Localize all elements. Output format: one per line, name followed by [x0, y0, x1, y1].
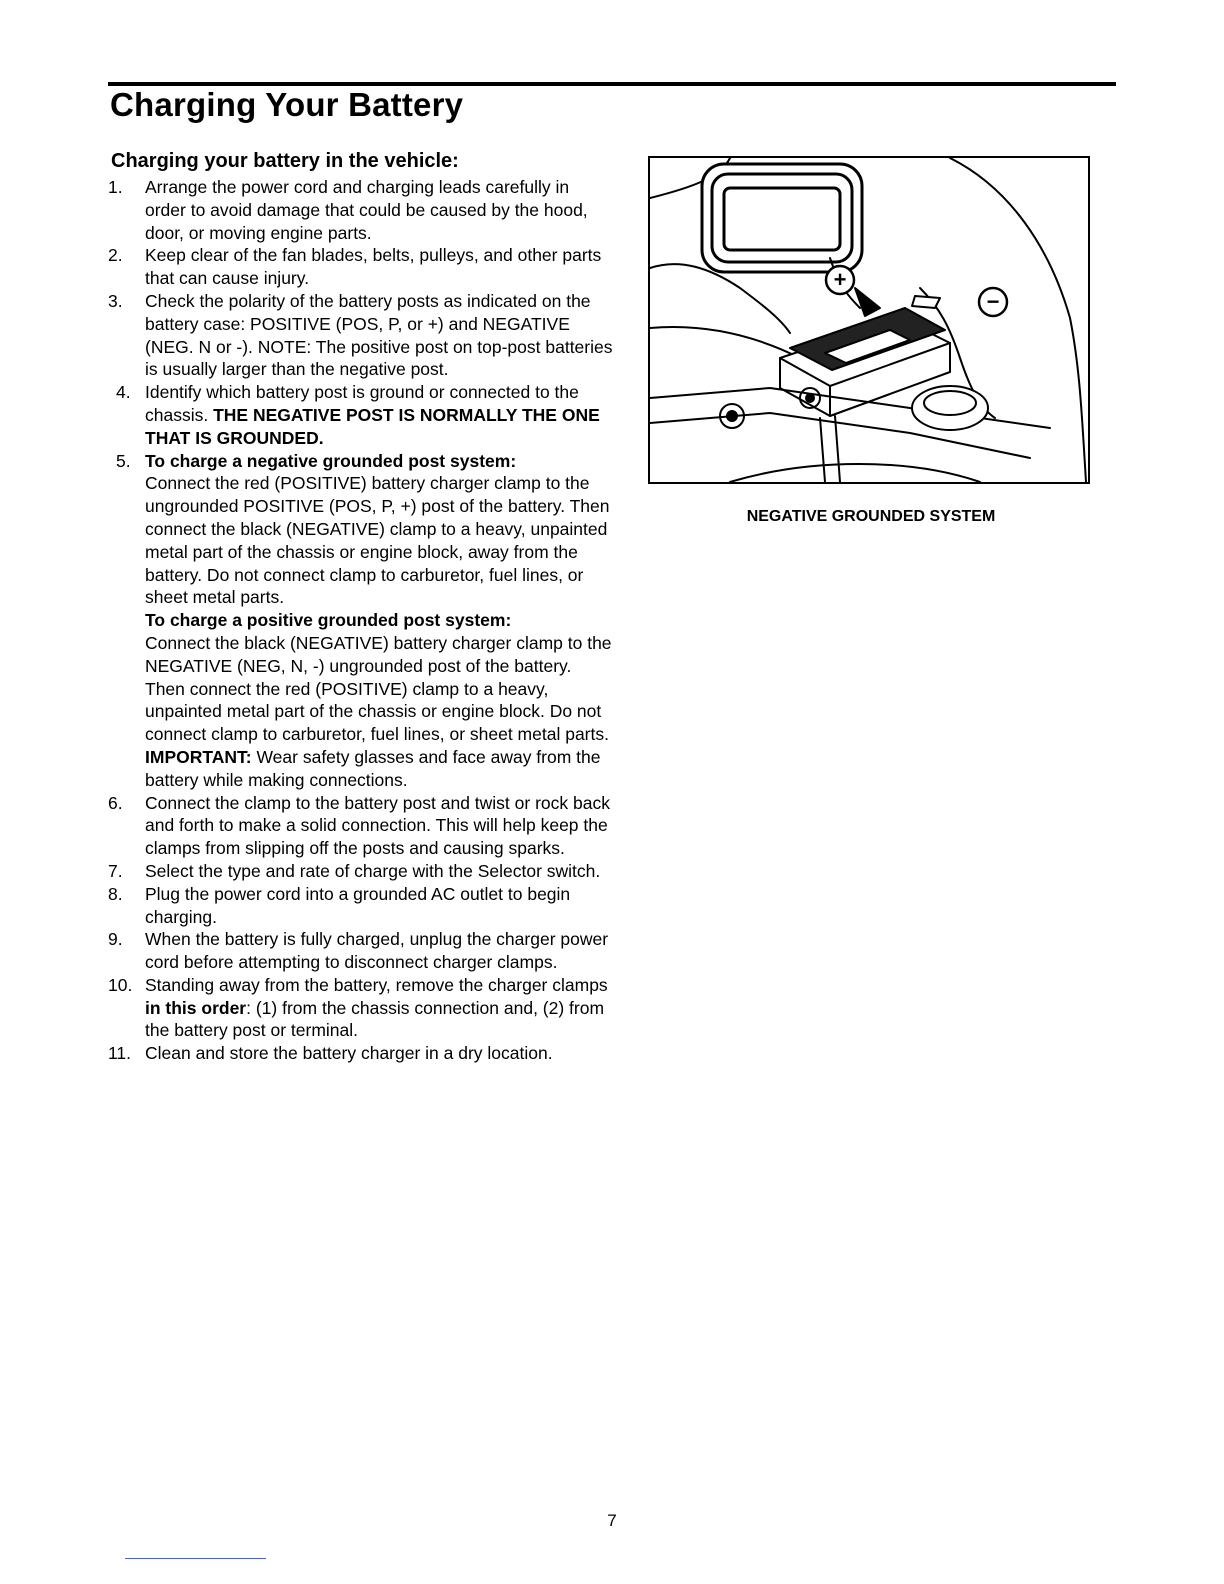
step-text: Arrange the power cord and charging leads carefully in order to avoid damage that could be caused by the hood, door, or moving engine parts.: [145, 177, 588, 243]
step-bold-text: in this order: [145, 997, 247, 1018]
negative-clamp: [912, 296, 940, 308]
step-text-after: : (1) from the chassis connection and, (2) from the battery post or terminal.: [145, 997, 605, 1041]
step-1: [108, 176, 613, 244]
step-7: [108, 860, 613, 883]
step-bold-text: THE NEGATIVE POST IS NORMALLY THE ONE THAT IS GROUNDED.: [145, 404, 600, 448]
step-9: [108, 928, 613, 974]
charger-unit: [702, 164, 862, 272]
step-8: [108, 883, 613, 929]
step-text: Clean and store the battery charger in a dry location.: [145, 1043, 553, 1064]
step-6: [108, 792, 613, 860]
positive-ground-text: Connect the black (NEGATIVE) battery charger clamp to the NEGATIVE (NEG, N, -) ungrounded post of the battery. Then connect the red (POSITIVE) clamp to a heavy, unpainted metal part of the chassis or engine block. Do not connect clamp to carburetor, fuel lines, or sheet metal parts.: [145, 632, 612, 745]
figure-caption: NEGATIVE GROUNDED SYSTEM: [746, 508, 996, 525]
reservoir-cap: [912, 386, 988, 430]
step-number: 11.: [108, 1043, 132, 1064]
bottom-strut-2: [835, 416, 840, 482]
positive-marker: [826, 266, 854, 294]
step-text: Select the type and rate of charge with the Selector switch.: [145, 860, 601, 881]
step-5: [108, 450, 613, 792]
step-number: 5.: [116, 450, 131, 471]
step-number: 4.: [116, 382, 131, 403]
important-text: Wear safety glasses and face away from the battery while making connections.: [145, 746, 601, 790]
page-title: Charging Your Battery: [110, 86, 464, 123]
step-number: 9.: [108, 929, 123, 950]
positive-ground-heading: To charge a positive grounded post system:: [145, 610, 512, 631]
step-text: Connect the clamp to the battery post and twist or rock back and forth to make a solid connection. This will help keep the clamps from slipping off the posts and causing sparks.: [145, 792, 610, 859]
positive-clamp: [855, 288, 880, 316]
step-4: [108, 381, 613, 449]
step-text: Identify which battery post is ground or connected to the chassis.: [145, 382, 579, 425]
step-number: 10.: [108, 974, 133, 995]
bottom-strut: [820, 418, 825, 482]
important-label: IMPORTANT:: [145, 746, 252, 767]
page-number: 7: [607, 1511, 617, 1530]
step-number: 7.: [108, 860, 123, 881]
negative-marker: [979, 288, 1007, 316]
step-number: 3.: [108, 290, 123, 311]
fender-outline: [950, 158, 1086, 482]
step-2: [108, 244, 613, 290]
step-number: 6.: [108, 792, 123, 813]
negative-ground-heading: To charge a negative grounded post system:: [145, 450, 517, 471]
step-number: 8.: [108, 883, 123, 904]
step-11: [108, 1042, 613, 1065]
battery-illustration: [648, 156, 1090, 484]
engine-bay-curve: [650, 264, 790, 333]
step-text: Keep clear of the fan blades, belts, pulleys, and other parts that can cause injury.: [145, 245, 602, 289]
bolt-mid-inner: [806, 394, 814, 402]
negative-ground-text: Connect the red (POSITIVE) battery charger clamp to the ungrounded POSITIVE (POS, P, +) post of the battery. Then connect the black (NEGATIVE) clamp to a heavy, unpainted metal part of the chassis or engine block, away from the battery. Do not connect clamp to carburetor, fuel lines, or sheet metal parts.: [145, 473, 610, 608]
negative-symbol: −: [986, 289, 1000, 314]
step-10: [108, 974, 613, 1042]
positive-symbol: +: [833, 267, 847, 292]
step-3: [108, 290, 613, 381]
footer-line: [125, 1558, 266, 1559]
step-text: When the battery is fully charged, unplug the charger power cord before attempting to disconnect charger clamps.: [145, 929, 609, 973]
bolt-left-inner: [727, 411, 737, 421]
radiator-line: [650, 327, 800, 358]
step-number: 2.: [108, 245, 123, 266]
step-text: Check the polarity of the battery posts as indicated on the battery case: POSITIVE (POS, P, or +) and NEGATIVE (NEG. N or -). NOTE: The positive post on top-post batteries is usually larger than the negative post.: [145, 290, 613, 380]
step-text: Plug the power cord into a grounded AC outlet to begin charging.: [145, 883, 571, 927]
bottom-line: [730, 464, 980, 482]
step-number: 1.: [108, 177, 123, 197]
instruction-list: [108, 176, 613, 1065]
section-heading: Charging your battery in the vehicle:: [111, 150, 459, 172]
step-text: Standing away from the battery, remove the charger clamps: [145, 974, 608, 995]
